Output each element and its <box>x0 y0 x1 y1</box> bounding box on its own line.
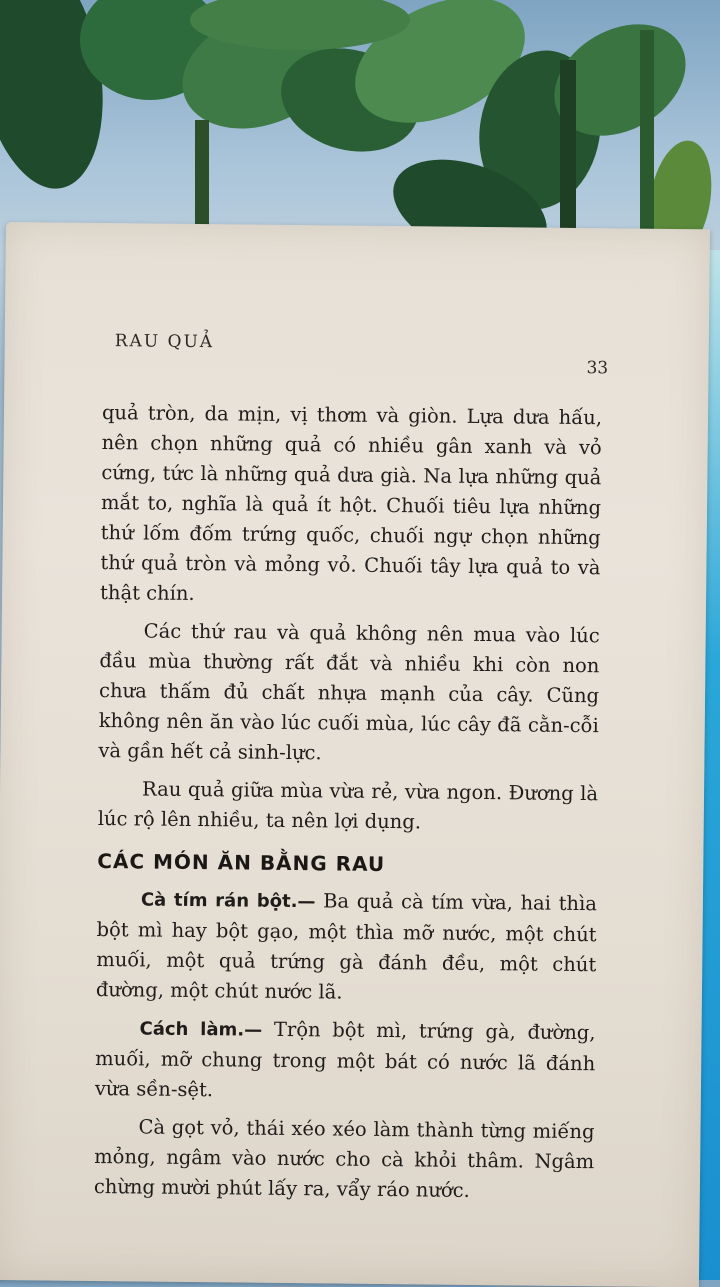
recipe-ingredients-paragraph <box>96 884 597 1010</box>
recipe-method-paragraph <box>95 1013 596 1109</box>
paragraph-2: Các thứ rau và quả không nên mua vào lúc đầu mùa thường rất đắt và nhiều khi còn non chưa thấm đủ chất nhựa mạnh của cây. Cũng không nên ăn vào lúc cuối mùa, lúc cây đã cằn-cỗi và gần hết cả sinh-lực. <box>98 619 600 765</box>
page-number: 33 <box>586 358 609 379</box>
running-head: RAU QUẢ <box>114 331 215 353</box>
body-text <box>94 398 602 1207</box>
recipe-title: Cà tím rán bột.— <box>140 889 316 913</box>
section-heading: CÁC MÓN ĂN BẰNG RAU <box>97 848 386 877</box>
recipe-step-2: Cà gọt vỏ, thái xéo xéo làm thành từng miếng mỏng, ngâm vào nước cho cà khỏi thâm. Ngâm chừng mười phút lấy ra, vẩy ráo nước. <box>93 1115 595 1202</box>
recipe-ingredients: Ba quả cà tím vừa, hai thìa bột mì hay bột gạo, một thìa mỡ nước, một chút muối, một quả trứng gà đánh đều, một chút đường, một chút nước lã. <box>95 889 598 1004</box>
paragraph-1: quả tròn, da mịn, vị thơm và giòn. Lựa dưa hấu, nên chọn những quả có nhiều gân xanh và vỏ cứng, tức là những quả dưa già. Na lựa những quả mắt to, nghĩa là quả ít hột. Chuối tiêu lựa những thứ lốm đốm trứng quốc, chuối ngự chọn những thứ quả tròn và mỏng vỏ. Chuối tây lựa quả to và thật chín. <box>100 401 603 605</box>
method-label: Cách làm.— <box>139 1018 263 1041</box>
book-page <box>0 222 710 1287</box>
recipe-method: Trộn bột mì, trứng gà, đường, muối, mỡ chung trong một bát có nước lã đánh vừa sền-sệt. <box>94 1017 596 1102</box>
paragraph-3: Rau quả giữa mùa vừa rẻ, vừa ngon. Đương là lúc rộ lên nhiều, ta nên lợi dụng. <box>97 777 599 834</box>
